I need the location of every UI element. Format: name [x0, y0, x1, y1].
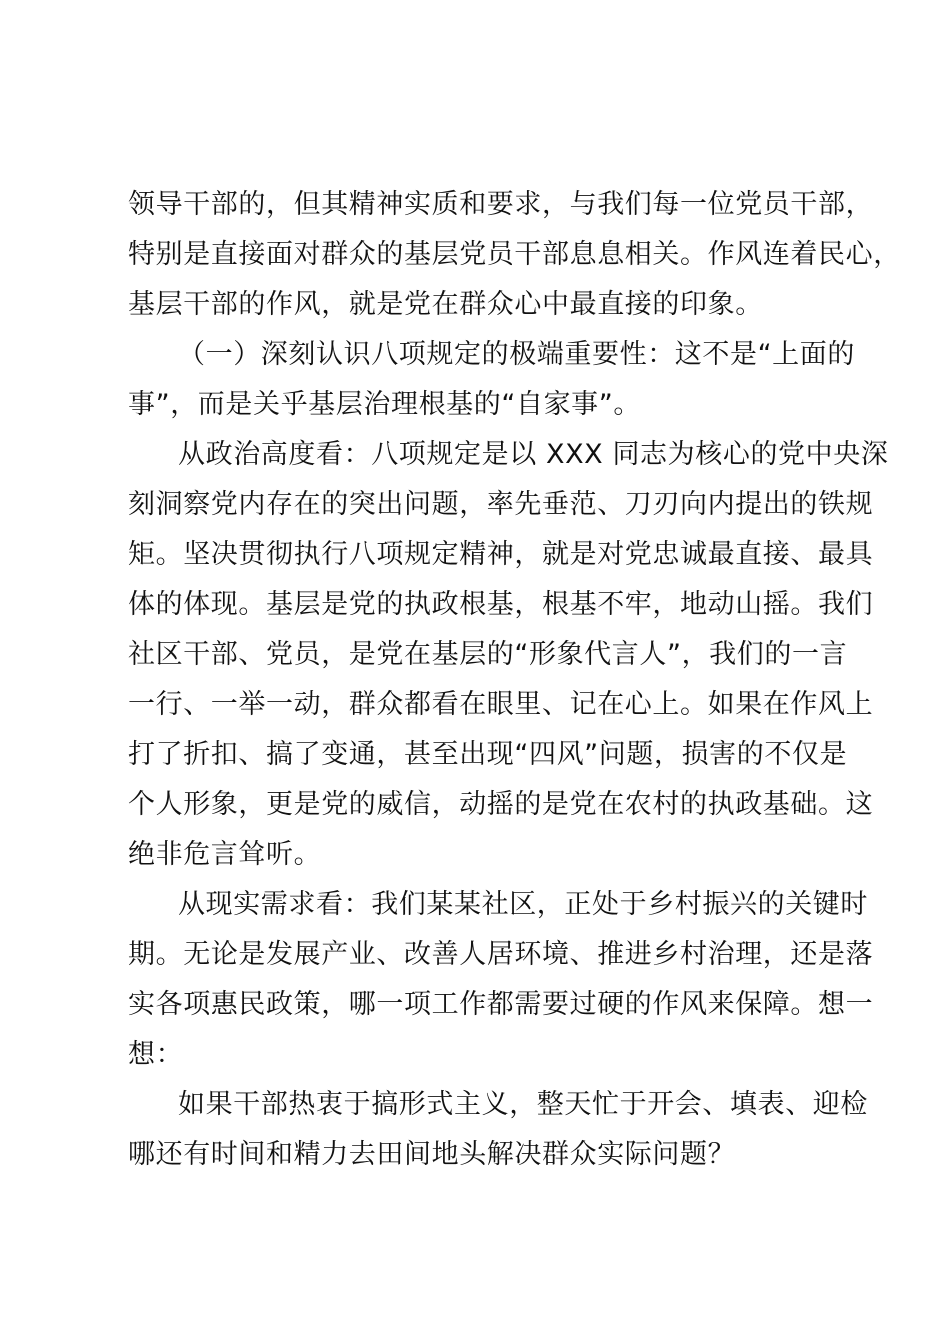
section-heading-line-1: （一）深刻认识八项规定的极端重要性：这不是“上面的 — [178, 339, 855, 370]
paragraph-3-line-8: 个人形象，更是党的威信，动摇的是党在农村的执政基础。这 — [128, 789, 874, 820]
paragraph-3-line-4: 体的体现。基层是党的执政根基，根基不牢，地动山摇。我们 — [128, 589, 874, 620]
paragraph-1-line-1: 领导干部的，但其精神实质和要求，与我们每一位党员干部， — [128, 189, 874, 220]
paragraph-1-line-2: 特别是直接面对群众的基层党员干部息息相关。作风连着民心， — [128, 239, 901, 270]
section-heading-line-2: 事”，而是关乎基层治理根基的“自家事”。 — [128, 389, 641, 420]
paragraph-3-line-9: 绝非危言耸听。 — [128, 839, 322, 870]
paragraph-4-line-1: 从现实需求看：我们某某社区，正处于乡村振兴的关键时 — [178, 889, 868, 920]
paragraph-5-line-2: 哪还有时间和精力去田间地头解决群众实际问题？ — [128, 1139, 736, 1170]
paragraph-3-line-6: 一行、一举一动，群众都看在眼里、记在心上。如果在作风上 — [128, 689, 874, 720]
paragraph-4-line-4: 想： — [128, 1039, 184, 1070]
paragraph-4-line-2: 期。无论是发展产业、改善人居环境、推进乡村治理，还是落 — [128, 939, 874, 970]
paragraph-1-line-3: 基层干部的作风，就是党在群众心中最直接的印象。 — [128, 289, 763, 320]
paragraph-5-line-1: 如果干部热衷于搞形式主义，整天忙于开会、填表、迎检 — [178, 1089, 868, 1120]
paragraph-3-line-1: 从政治高度看：八项规定是以 XXX 同志为核心的党中央深 — [178, 439, 889, 470]
paragraph-3-line-3: 矩。坚决贯彻执行八项规定精神，就是对党忠诚最直接、最具 — [128, 539, 874, 570]
paragraph-3-line-7: 打了折扣、搞了变通，甚至出现“四风”问题，损害的不仅是 — [128, 739, 848, 770]
paragraph-3-line-5: 社区干部、党员，是党在基层的“形象代言人”，我们的一言 — [128, 639, 848, 670]
paragraph-3-line-2: 刻洞察党内存在的突出问题，率先垂范、刀刃向内提出的铁规 — [128, 489, 874, 520]
paragraph-4-line-3: 实各项惠民政策，哪一项工作都需要过硬的作风来保障。想一 — [128, 989, 874, 1020]
